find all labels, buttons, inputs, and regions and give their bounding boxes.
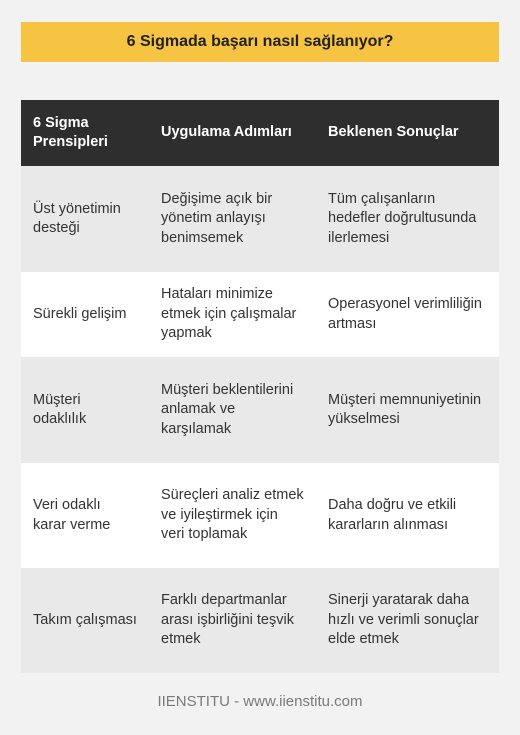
table-cell-result: Müşteri memnuniyetinin yükselmesi (316, 357, 499, 463)
column-header-results: Beklenen Sonuçlar (316, 100, 499, 166)
table-cell-step: Farklı departmanlar arası işbirliğini teşvik etmek (149, 568, 316, 673)
table-row (21, 272, 499, 357)
column-header-steps: Uygulama Adımları (149, 100, 316, 166)
page-title: 6 Sigmada başarı nasıl sağlanıyor? (126, 33, 394, 50)
table-header-row (21, 100, 499, 166)
table-cell-result: Sinerji yaratarak daha hızlı ve verimli sonuçlar elde etmek (316, 568, 499, 673)
table-cell-step: Hataları minimize etmek için çalışmalar yapmak (149, 272, 316, 357)
table-row (21, 166, 499, 272)
table-row (21, 568, 499, 673)
table-cell-principle: Sürekli gelişim (21, 272, 149, 357)
table-row (21, 463, 499, 568)
title-banner (21, 22, 499, 62)
table-cell-principle: Üst yönetimin desteği (21, 166, 149, 272)
table-cell-principle: Takım çalışması (21, 568, 149, 673)
table-cell-principle: Müşteri odaklılık (21, 357, 149, 463)
table-cell-step: Süreçleri analiz etmek ve iyileştirmek için veri toplamak (149, 463, 316, 568)
table-cell-result: Daha doğru ve etkili kararların alınması (316, 463, 499, 568)
table-cell-step: Değişime açık bir yönetim anlayışı benimsemek (149, 166, 316, 272)
table-cell-result: Tüm çalışanların hedefler doğrultusunda ilerlemesi (316, 166, 499, 272)
table-cell-principle: Veri odaklı karar verme (21, 463, 149, 568)
table-cell-step: Müşteri beklentilerini anlamak ve karşılamak (149, 357, 316, 463)
table-row (21, 357, 499, 463)
footer-credit: IIENSTITU - www.iienstitu.com (157, 693, 363, 710)
sigma-table (21, 100, 499, 673)
table-cell-result: Operasyonel verimliliğin artması (316, 272, 499, 357)
column-header-principles: 6 Sigma Prensipleri (21, 100, 149, 166)
